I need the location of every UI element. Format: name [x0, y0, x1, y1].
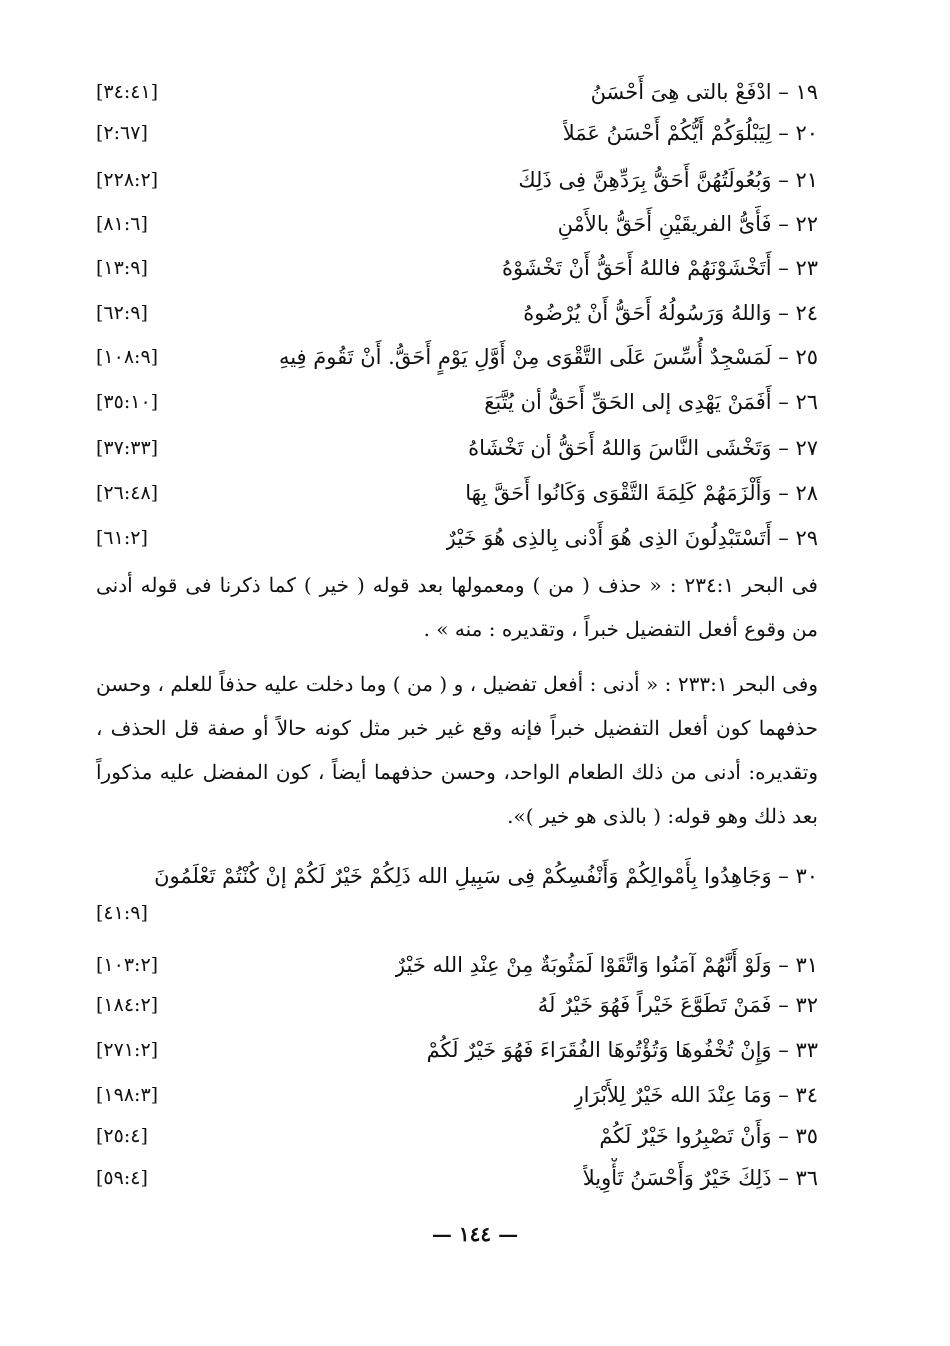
verse-text: ٣٦ – ذَلِكَ خَيْرٌ وَأَحْسَنُ تَأْوِيلاً: [582, 1166, 818, 1190]
verse-reference: [٣٧:٣٣]: [96, 437, 159, 459]
verse-line: [96, 945, 818, 985]
verse-text: ٣٣ – وَإِنْ تُخْفُوهَا وَتُؤْتُوهَا الفُقَرَاءَ فَهُوَ خَيْرٌ لَكُمْ: [426, 1038, 818, 1062]
verse-reference: [٢٢٨:٢]: [96, 169, 159, 191]
verse-line: [96, 204, 818, 244]
commentary-paragraph: وفى البحر ٢٣٣:١ : « أدنى : أفعل تفضيل ، و ( من ) وما دخلت عليه حذفاً للعلم ، وحسن حذفهما كون أفعل التفضيل خبراً فإنه وقع غير خبر مثل كونه حالاً أو صفة قل الحذف ، وتقديره: أدنى من ذلك الطعام الواحد، وحسن حذفهما أيضاً ، كون المفضل عليه مذكوراً بعد ذلك وهو قوله: ( بالذى هو خير )».: [96, 672, 818, 828]
verse-line: [96, 293, 818, 333]
verse-reference: [٢:٦٧]: [96, 122, 148, 144]
verse-reference: [١٣:٩]: [96, 257, 148, 279]
verse-text: ٣٥ – وَأَنْ تَصْبِرُوا خَيْرٌ لَكُمْ: [599, 1124, 818, 1148]
verse-line: [96, 248, 818, 288]
verse-text: ٢٣ – أَتَخْشَوْنَهُمْ فاللهُ أَحَقُّ أَنْ تَخْشَوْهُ: [501, 256, 818, 280]
verse-reference: [٣٤:٤١]: [96, 81, 159, 103]
verse-text: ١٩ – ادْفَعْ بالتى هِىَ أَحْسَنُ: [590, 80, 818, 104]
verse-line: [96, 1116, 818, 1156]
verse-line: [96, 473, 818, 513]
commentary-paragraph: فى البحر ٢٣٤:١ : « حذف ( من ) ومعمولها بعد قوله ( خير ) كما ذكرنا فى قوله أدنى من وقوع أفعل التفضيل خبراً ، وتقديره : منه » .: [96, 573, 818, 641]
verse-reference: [٦١:٢]: [96, 527, 148, 549]
verse-line: [96, 160, 818, 200]
verse-text: ٢٤ – وَاللهُ وَرَسُولُهُ أَحَقُّ أَنْ يُرْضُوهُ: [523, 301, 818, 325]
verse-reference: [٢٧١:٢]: [96, 1039, 159, 1061]
verse-reference: [٢٥:٤]: [96, 1125, 148, 1147]
verse-reference: [٤١:٩]: [96, 902, 148, 924]
verse-line: [96, 1030, 818, 1070]
verse-reference: [١٨٤:٢]: [96, 994, 159, 1016]
verse-line: [96, 428, 818, 468]
verse-text: ٢٠ – لِيَبْلُوَكُمْ أَيُّكُمْ أَحْسَنُ عَمَلاً: [562, 121, 818, 145]
verse-line: [96, 1075, 818, 1115]
verse-text: ٣٤ – وَمَا عِنْدَ الله خَيْرٌ لِلأَبْرَارِ: [573, 1083, 818, 1107]
verse-line: [96, 337, 818, 377]
verse-reference: [١٩٨:٣]: [96, 1084, 159, 1106]
verse-reference: [١٠٣:٢]: [96, 954, 159, 976]
verse-line: [96, 113, 818, 153]
verse-line: [96, 382, 818, 422]
verse-text: ٢٨ – وَأَلْزَمَهُمْ كَلِمَةَ التَّقْوَى وَكَانُوا أَحَقَّ بِهَا: [465, 481, 818, 505]
verse-text: ٣٠ – وَجَاهِدُوا بِأَمْوالِكُمْ وَأَنْفُسِكُمْ فِى سَبِيلِ الله ذَلِكُمْ خَيْرٌ لَكُمْ إنْ كُنْتُمْ تَعْلَمُونَ: [154, 864, 818, 888]
verse-reference: [٥٩:٤]: [96, 1167, 148, 1189]
verse-text: ٢٧ – وَتَخْشَى النَّاسَ وَاللهُ أَحَقُّ أن تَخْشَاهُ: [468, 436, 818, 460]
verse-line: [96, 72, 818, 112]
verse-line: [96, 856, 818, 896]
verse-text: ٣٢ – فَمَنْ تَطَوَّعَ خَيْراً فَهُوَ خَيْرٌ لَهُ: [537, 993, 818, 1017]
verse-line: [96, 985, 818, 1025]
verse-reference: [٨١:٦]: [96, 213, 148, 235]
verse-text: ٢٦ – أَفَمَنْ يَهْدِى إلى الحَقِّ أَحَقُّ أن يُتَّبَعَ: [484, 390, 818, 414]
verse-reference: [٦٢:٩]: [96, 302, 148, 324]
verse-reference: [١٠٨:٩]: [96, 346, 159, 368]
verse-line: [96, 518, 818, 558]
verse-text: ٢١ – وَبُعُولَتُهُنَّ أَحَقُّ بِرَدِّهِنَّ فِى ذَلِكَ: [518, 168, 818, 192]
verse-line: [96, 1158, 818, 1198]
verse-reference: [٣٥:١٠]: [96, 391, 159, 413]
verse-reference: [٢٦:٤٨]: [96, 482, 159, 504]
page-number: — ١٤٤ —: [431, 1222, 519, 1246]
verse-text: ٣١ – وَلَوْ أَنَّهُمْ آمَنُوا وَاتَّقَوْا لَمَثُوبَةٌ مِنْ عِنْدِ الله خَيْرٌ: [394, 953, 818, 977]
verse-text: ٢٩ – أَتَسْتَبْدِلُونَ الذِى هُوَ أَدْنى بِالذِى هُوَ خَيْرٌ: [445, 526, 818, 550]
verse-text: ٢٢ – فَأَىُّ الفريقَيْنِ أَحَقُّ بالأَمْنِ: [557, 212, 818, 236]
verse-text: ٢٥ – لَمَسْجِدٌ أُسِّسَ عَلَى التَّقْوَى مِنْ أَوَّلِ يَوْمٍ أَحَقُّ. أَنْ تَقُومَ فِيهِ: [278, 345, 818, 369]
